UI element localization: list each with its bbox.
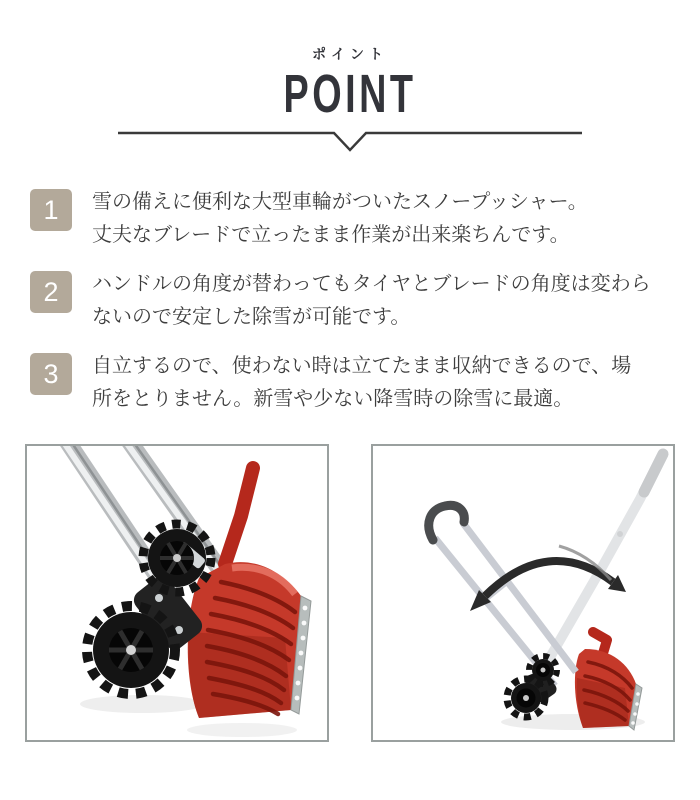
- point-item-3: [30, 350, 670, 416]
- point-text: [92, 268, 651, 334]
- point-text-line2: 丈夫なブレードで立ったまま作業が出来楽ちんです。: [92, 224, 570, 246]
- point-text: [92, 186, 588, 252]
- point-item-2: [30, 268, 670, 334]
- point-number-badge: 3: [30, 353, 72, 395]
- divider-chevron: [118, 131, 582, 153]
- product-image-rotation: [371, 444, 675, 742]
- section-title-text: POINT: [283, 64, 417, 124]
- section-title: [0, 64, 700, 124]
- point-item-1: [30, 186, 670, 252]
- red-blade: [575, 632, 642, 730]
- point-text-line1: ハンドルの角度が替わってもタイヤとブレードの角度は変わら: [92, 273, 651, 295]
- section-header: [0, 0, 700, 153]
- point-number-badge: 1: [30, 189, 72, 231]
- lower-wheel: [87, 606, 175, 694]
- rotation-arrow-icon: [470, 546, 626, 611]
- product-images-row: [0, 444, 700, 742]
- point-text-line1: 自立するので、使わない時は立てたまま収納できるので、場: [92, 355, 632, 377]
- point-number-badge: 2: [30, 271, 72, 313]
- point-text-line1: 雪の備えに便利な大型車輪がついたスノープッシャー。: [92, 191, 588, 213]
- closeup-illustration: [27, 446, 327, 740]
- point-text-line2: 所をとりません。新雪や少ない降雪時の除雪に最適。: [92, 388, 574, 410]
- product-image-closeup: [25, 444, 329, 742]
- section-subtitle-jp: ポイント: [312, 46, 388, 62]
- handle-grip: [429, 505, 465, 540]
- point-text: [92, 350, 631, 416]
- feature-points-list: [0, 186, 700, 416]
- rotation-illustration: [373, 446, 673, 740]
- red-blade: [188, 468, 311, 718]
- wheels: [507, 656, 559, 717]
- point-text-line2: ないので安定した除雪が可能です。: [92, 306, 411, 328]
